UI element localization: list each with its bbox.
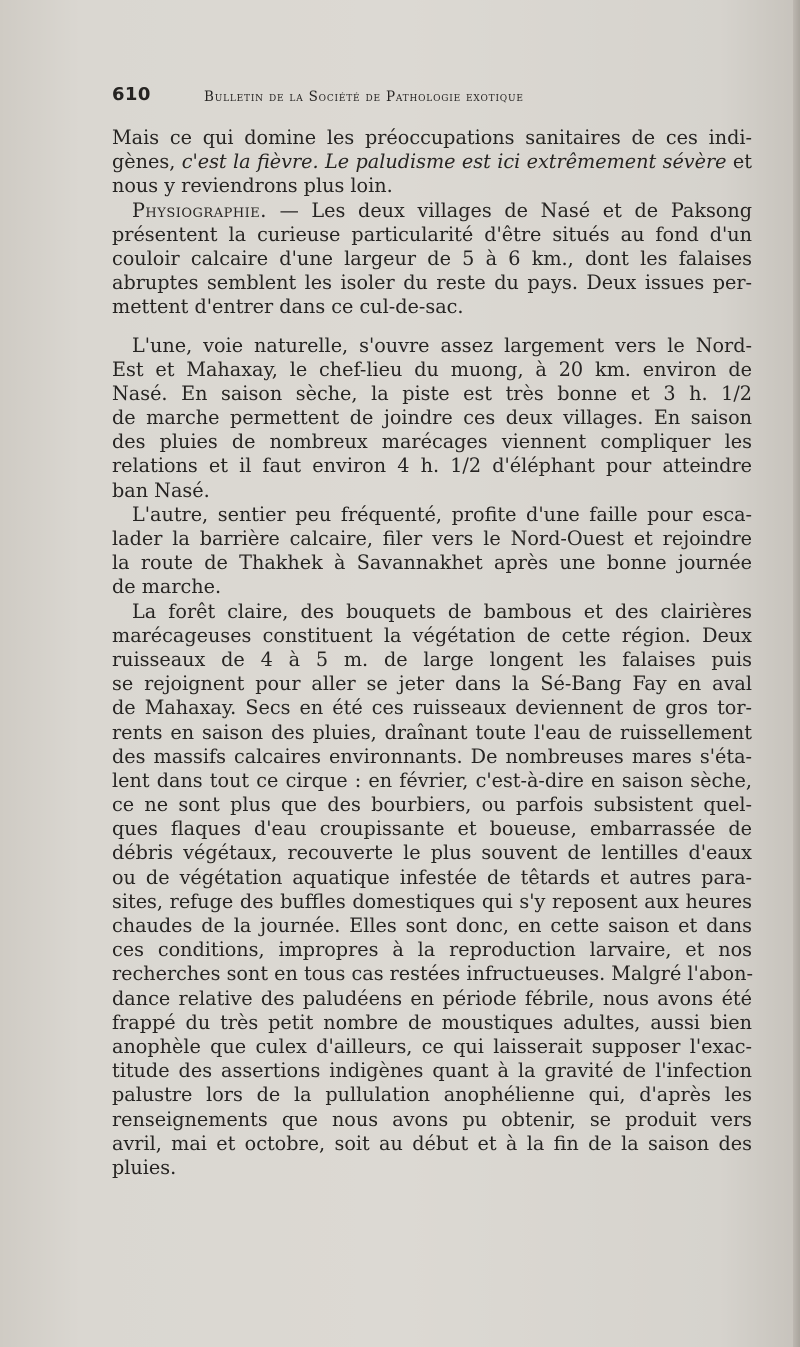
text-line	[112, 358, 752, 382]
text-run: et	[726, 150, 752, 174]
text-run: couloir calcaire d'une largeur de 5 à 6 km., dont les falaises	[112, 246, 752, 270]
text-run: dance relative des paludéens en période fébrile, nous avons été	[112, 986, 752, 1010]
text-line	[112, 890, 752, 914]
text-run: palustre lors de la pullulation anophélienne qui, d'après les	[112, 1083, 752, 1107]
text-run: de marche.	[112, 575, 222, 599]
text-run: ou de végétation aquatique infestée de têtards et autres para-	[112, 865, 752, 889]
text-line	[112, 841, 752, 865]
text-run: présentent la curieuse particularité d'être situés au fond d'un	[112, 222, 752, 246]
page-edge	[793, 0, 800, 1347]
text-run: rents en saison des pluies, draînant toute l'eau de ruissellement	[112, 720, 752, 744]
text-run: — Les deux villages de Nasé et de Paksong	[266, 198, 752, 222]
text-run: mettent d'entrer dans ce cul-de-sac.	[112, 295, 464, 319]
text-run: des pluies de nombreux marécages viennent compliquer les	[112, 430, 752, 454]
text-run: de marche permettent de joindre ces deux villages. En saison	[112, 406, 752, 430]
article-body	[112, 126, 752, 1180]
text-run: pluies.	[112, 1155, 177, 1179]
text-run: renseignements que nous avons pu obtenir, se produit vers	[112, 1107, 752, 1131]
text-run: chaudes de la journée. Elles sont donc, en cette saison et dans	[112, 914, 752, 937]
text-run: recherches sont en tous cas restées infructueuses. Malgré l'abon-	[112, 962, 753, 986]
text-line	[112, 406, 752, 430]
text-run: ban Nasé.	[112, 478, 210, 502]
running-title: Bulletin de la Société de Pathologie exotique	[204, 89, 524, 105]
text-run: ces conditions, impropres à la reproduction larvaire, et nos	[112, 938, 752, 962]
text-run: frappé du très petit nombre de moustiques adultes, aussi bien	[112, 1010, 752, 1034]
text-line	[112, 817, 752, 841]
text-run: abruptes semblent les isoler du reste du pays. Deux issues per-	[112, 271, 752, 295]
text-line	[112, 454, 752, 478]
text-run: avril, mai et octobre, soit au début et à la fin de la saison des	[112, 1131, 752, 1155]
text-line	[112, 1083, 752, 1107]
page-header	[112, 84, 672, 114]
text-run: la route de Thakhek à Savannakhet après une bonne journée	[112, 551, 752, 575]
text-line	[112, 793, 752, 817]
text-line	[112, 575, 752, 599]
section-heading: Physiographie.	[132, 198, 267, 222]
text-run: titude des assertions indigènes quant à la gravité de l'infection	[112, 1059, 752, 1083]
text-run: nous y reviendrons plus loin.	[112, 174, 393, 198]
text-run: L'autre, sentier peu fréquenté, profite d'une faille pour esca-	[132, 502, 752, 526]
text-line	[112, 430, 752, 454]
text-line	[112, 223, 752, 247]
text-line	[112, 672, 752, 696]
text-line	[112, 271, 752, 295]
text-run: anophèle que culex d'ailleurs, ce qui laisserait supposer l'exac-	[112, 1034, 752, 1058]
text-run: La forêt claire, des bouquets de bambous et des clairières	[132, 599, 752, 623]
text-line	[112, 334, 752, 358]
text-line	[112, 150, 752, 174]
text-line	[112, 1108, 752, 1132]
text-line	[112, 745, 752, 769]
text-line	[112, 866, 752, 890]
text-run: ruisseaux de 4 à 5 m. de large longent les falaises puis	[112, 647, 752, 671]
text-line	[112, 247, 752, 271]
text-run: lader la barrière calcaire, filer vers le Nord-Ouest et rejoindre	[112, 527, 752, 550]
text-line	[112, 1059, 752, 1083]
text-line	[112, 382, 752, 406]
text-run: Nasé. En saison sèche, la piste est très bonne et 3 h. 1/2	[112, 381, 752, 405]
text-line	[112, 1156, 752, 1180]
text-line	[112, 696, 752, 720]
text-line	[112, 199, 752, 223]
text-line	[112, 1132, 752, 1156]
text-line	[112, 624, 752, 648]
text-line	[112, 295, 752, 319]
emphasis-text: c'est la fièvre. Le paludisme est ici extrêmement sévère	[181, 150, 727, 174]
text-run: Mais ce qui domine les préoccupations sanitaires de ces indi-	[112, 126, 752, 149]
text-run: ques flaques d'eau croupissante et boueuse, embarrassée de	[112, 817, 752, 841]
text-line	[112, 721, 752, 745]
text-line	[112, 551, 752, 575]
text-run: L'une, voie naturelle, s'ouvre assez largement vers le Nord-	[132, 333, 752, 357]
text-run: relations et il faut environ 4 h. 1/2 d'éléphant pour atteindre	[112, 454, 752, 478]
text-line	[112, 769, 752, 793]
text-run: Est et Mahaxay, le chef-lieu du muong, à 20 km. environ de	[112, 357, 752, 381]
text-run: gènes,	[112, 150, 182, 174]
text-run: sites, refuge des buffles domestiques qui s'y reposent aux heures	[112, 889, 752, 913]
text-run: ce ne sont plus que des bourbiers, ou parfois subsistent quel-	[112, 793, 752, 817]
text-run: de Mahaxay. Secs en été ces ruisseaux deviennent de gros tor-	[112, 696, 752, 720]
text-line	[112, 600, 752, 624]
text-run: lent dans tout ce cirque : en février, c'est-à-dire en saison sèche,	[112, 768, 752, 792]
text-line	[112, 938, 752, 962]
text-line	[112, 914, 752, 938]
text-line	[112, 527, 752, 551]
text-line	[112, 503, 752, 527]
text-run: des massifs calcaires environnants. De nombreuses mares s'éta-	[112, 744, 752, 768]
text-line	[112, 962, 752, 986]
text-line	[112, 1011, 752, 1035]
text-line	[112, 1035, 752, 1059]
text-line	[112, 126, 752, 150]
text-line	[112, 479, 752, 503]
paragraph-spacing	[112, 320, 752, 334]
text-line	[112, 174, 752, 198]
text-line	[112, 987, 752, 1011]
text-line	[112, 648, 752, 672]
text-run: débris végétaux, recouverte le plus souvent de lentilles d'eaux	[112, 841, 752, 865]
text-run: se rejoignent pour aller se jeter dans la Sé-Bang Fay en aval	[112, 672, 752, 696]
page-number: 610	[112, 84, 151, 105]
text-run: marécageuses constituent la végétation de cette région. Deux	[112, 623, 752, 647]
